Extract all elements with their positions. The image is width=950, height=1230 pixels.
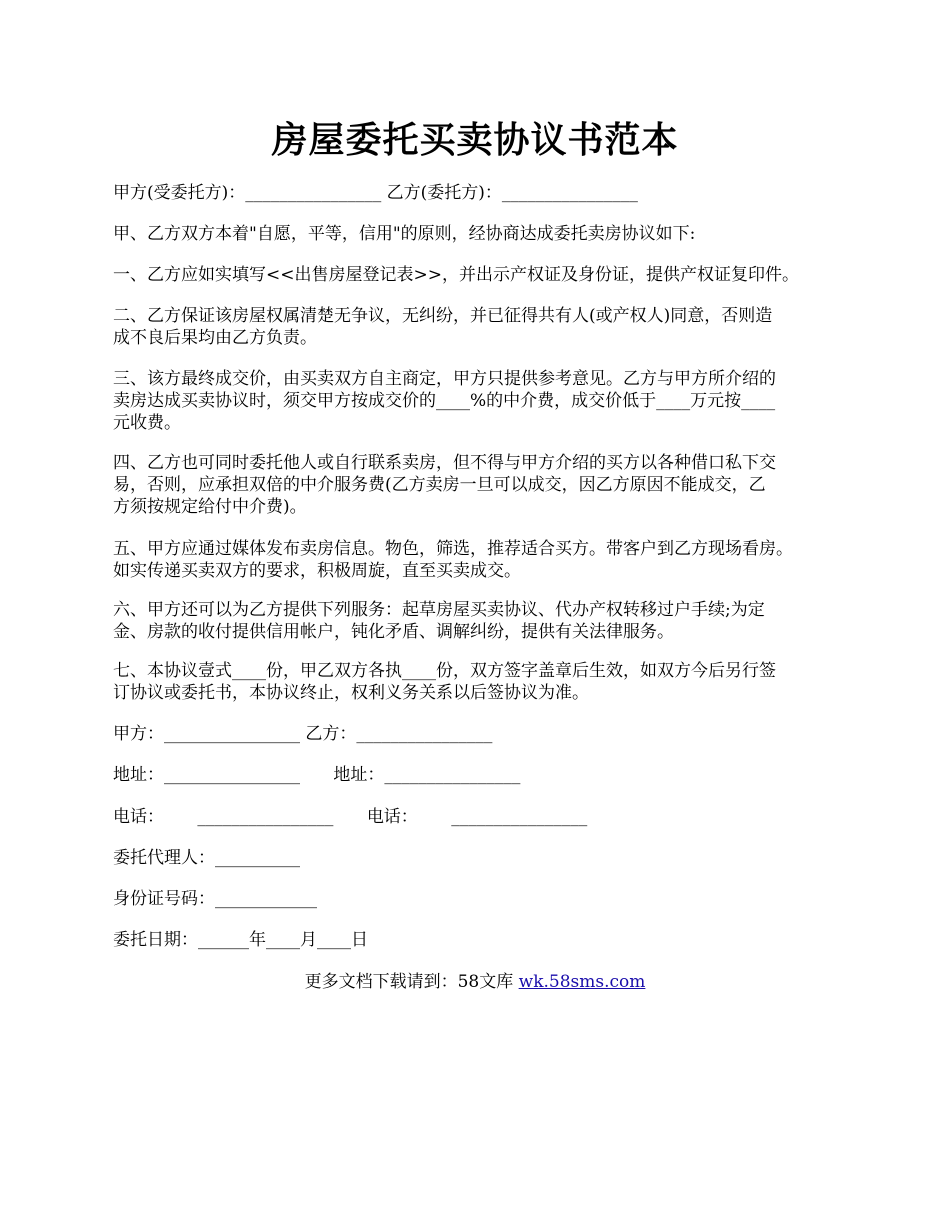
clause-5 (113, 538, 853, 582)
clause-line: 易，否则，应承担双倍的中介服务费(乙方卖房一旦可以成交，因乙方原因不能成交，乙 (113, 475, 766, 495)
clause-7 (113, 660, 853, 704)
footer (0, 971, 950, 993)
clause-line: 元收费。 (113, 413, 181, 433)
clause-line: 卖房达成买卖协议时，须交甲方按成交价的____%的中介费，成交价低于____万元按____ (113, 391, 776, 411)
party-a-field: 甲方：________________ (113, 724, 300, 744)
clause-line: 四、乙方也可同时委托他人或自行联系卖房，但不得与甲方介绍的买方以各种借口私下交 (113, 453, 776, 473)
clause-4 (113, 452, 853, 518)
phone-b-label: 电话： (366, 807, 418, 827)
party-b-field: 乙方：________________ (305, 724, 493, 744)
clause-line: 金、房款的收付提供信用帐户，钝化矛盾、调解纠纷，提供有关法律服务。 (113, 622, 674, 642)
parties-header: 甲方(受委托方)：________________ 乙方(委托方)：________________ (113, 183, 638, 203)
phone-a-label: 电话： (113, 807, 164, 827)
clause-line: 三、该方最终成交价，由买卖双方自主商定，甲方只提供参考意见。乙方与甲方所介绍的 (113, 369, 776, 389)
clause-line: 成不良后果均由乙方负责。 (113, 328, 317, 348)
clause-line: 订协议或委托书，本协议终止，权利义务关系以后签协议为准。 (113, 683, 589, 703)
clause-1 (113, 264, 853, 286)
intro-paragraph: 甲、乙方双方本着"自愿，平等，信用"的原则，经协商达成委托卖房协议如下: (113, 224, 696, 244)
phone-a-blank: ________________ (197, 807, 334, 827)
date-field: 委托日期：______年____月____日 (113, 930, 368, 950)
signature-phones (113, 806, 587, 828)
clause-line: 一、乙方应如实填写<<出售房屋登记表>>，并出示产权证及身份证，提供产权证复印件。 (113, 265, 799, 285)
footer-text: 更多文档下载请到：58文库 (304, 972, 519, 992)
clause-line: 六、甲方还可以为乙方提供下列服务：起草房屋买卖协议、代办产权转移过户手续;为定 (113, 600, 765, 620)
address-a-field: 地址：________________ (113, 765, 300, 785)
footer-link[interactable]: wk.58sms.com (518, 972, 646, 992)
clause-2 (113, 305, 853, 349)
clause-3 (113, 368, 853, 434)
signature-parties (113, 723, 492, 745)
document-title: 房屋委托买卖协议书范本 (271, 119, 679, 161)
clause-line: 如实传递买卖双方的要求，积极周旋，直至买卖成交。 (113, 561, 521, 581)
clause-line: 七、本协议壹式____份，甲乙双方各执____份，双方签字盖章后生效，如双方今后另行签 (113, 661, 776, 681)
phone-b-blank: ________________ (451, 807, 588, 827)
id-number-field: 身份证号码：____________ (113, 889, 317, 909)
signature-addresses (113, 764, 520, 786)
clause-line: 方须按规定给付中介费)。 (113, 497, 307, 517)
clause-line: 五、甲方应通过媒体发布卖房信息。物色，筛选，推荐适合买方。带客户到乙方现场看房。 (113, 539, 793, 559)
address-b-field: 地址：________________ (333, 765, 521, 785)
clause-line: 二、乙方保证该房屋权属清楚无争议，无纠纷，并已征得共有人(或产权人)同意，否则造 (113, 306, 773, 326)
clause-6 (113, 599, 853, 643)
agent-field: 委托代理人：__________ (113, 848, 300, 868)
